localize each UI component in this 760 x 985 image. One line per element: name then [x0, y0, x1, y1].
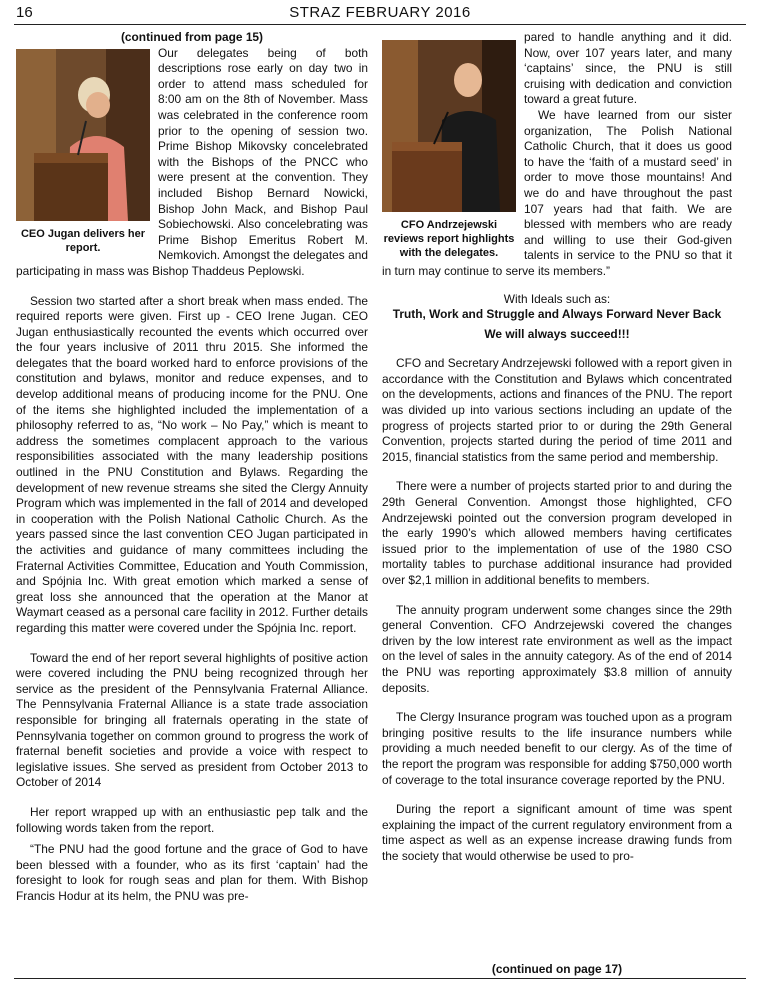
ideals-intro: With Ideals such as: [503, 291, 611, 306]
article-quote: “The PNU had the good fortune and the grace of God to have been blessed with a founder, who as its first ‘captain’ had the foresight to look for rough seas and plan for them. With Bishop Francis Hodur at its helm, the PNU was pre- [16, 842, 368, 903]
photo-illustration [382, 40, 516, 212]
article-paragraph: Session two started after a short break when mass ended. The required reports were given. First up - CEO Irene Jugan. CEO Jugan enthusiastically recounted the events which occurred over the four years inclusive of 2011 thru 2015. She informed the delegates that the board worked hard to enforce provisions of the constitution and bylaws, monitor and reduce expenses, and to develop additional means of producing income for the PNU. One of the items she highlighted included the implementation of a philosophy referred to as, “No work – No Pay,” which is meant to address the sometimes complacent approach to the various responsibilities associated with the many leadership positions outlined in the PNU Constitution and Bylaws. Regarding the development of new revenue streams she sited the Clergy Annuity Program which was implemented in the fall of 2014 and developed in cooperation with the Polish National Catholic Church. As the years passed since the last convention CEO Jugan participated in the activities and guidance of many committees including the Fraternal Activities Committee, Education and Youth Commission, and Spójnia Inc. With great emotion which marked a sense of great loss she announced that the operation at the Manor at Waymart ceased as a personal care facility in 2012. Further details regarding this matter were covered under the Spójnia Inc. report. [16, 293, 368, 635]
ideals-close: We will always succeed!!! [484, 326, 630, 341]
cfo-andrzejewski-photo [382, 40, 516, 212]
continued-on-label: (continued on page 17) [491, 962, 623, 976]
continued-from-label: (continued from page 15) [120, 30, 264, 44]
article-paragraph: During the report a significant amount of time was spent explaining the impact of the current regulatory environment from a time aspect as well as an expense increase drawing funds from the society that would otherwise be used to pro- [382, 802, 732, 863]
paragraph-text: pared to handle anything and it did. Now, over 107 years later, and many ‘captains’ since, the PNU is still cruising with dedication and conviction toward a great future. [524, 30, 732, 107]
article-paragraph: Toward the end of her report several highlights of positive action were covered including the PNU being recognized through her service as the president of the Pennsylvania Fraternal Alliance. The Pennsylvania Fraternal Alliance is a state trade association responsible for bringing all fraternals operating in the state of Pennsylvania together on common ground to progress the work of fraternal benefit societies and provide a voice with respect to legislative issues. She served as president from October 2013 to October of 2014 [16, 650, 368, 790]
left-column [16, 30, 368, 904]
page-number: 16 [16, 4, 33, 21]
article-paragraph [16, 46, 368, 280]
publication-title: STRAZ FEBRUARY 2016 [289, 4, 471, 21]
article-paragraph: There were a number of projects started prior to and during the 29th General Convention. Amongst those highlighted, CFO Andrzejewski pointed out the conversion program developed in the early 1990’s which allowed members having certificates issued prior to the implementation of use of the 1980 CSO mortality tables to purchase additional insurance had provided over $2,1 million in additional benefits to members. [382, 479, 732, 587]
article-paragraph: Her report wrapped up with an enthusiastic pep talk and the following words taken from the report. [16, 804, 368, 835]
ideals-motto: Truth, Work and Struggle and Always Forward Never Back [392, 307, 722, 322]
photo-caption: CEO Jugan delivers her report. [20, 227, 146, 254]
photo-ceo-jugan [16, 49, 150, 255]
article-paragraph: The Clergy Insurance program was touched upon as a program bringing positive results to the life insurance numbers while providing a much needed benefit to our clergy. As of the time of the report the program was responsible for adding $750,000 worth of coverage to the total insurance coverage reported by the PNU. [382, 710, 732, 787]
footer-rule [14, 978, 746, 979]
photo-cfo-andrzejewski [382, 40, 516, 260]
article-paragraph: We have learned from our sister organization, The Polish National Catholic Church, that it does us good to have the ‘faith of a mustard seed’ in order to move those mountains! And we do and have throughout the past 107 years had that faith. We are blessed with members who are ready and willing to use their God-given talents in service to the PNU so that it in turn may continue to serve its members.” [382, 107, 732, 278]
page-header [14, 4, 746, 25]
article-paragraph: CFO and Secretary Andrzejewski followed with a report given in accordance with the Constitution and Bylaws which concentrated on the developments, actions and finances of the PNU. The report was divided up into various sections including an update of the progress of projects started prior to or during the 29th General Convention, projects started during the period of time 2011 and 2015, financial statistics from the same period and membership. [382, 356, 732, 464]
ceo-jugan-photo [16, 49, 150, 221]
photo-caption: CFO Andrzejewski reviews report highlights with the delegates. [383, 219, 515, 259]
right-column [382, 30, 732, 865]
paragraph-text: Our delegates being of both descriptions rose early on day two in order to attend mass scheduled for 8:00 am on the 8th of November. Mass was celebrated in the conference room prior to the opening of session two. Prime Bishop Mikovsky concelebrated with the Bishops of the PNCC who were present at the convention. They included Bishop Bernard Nowicki, Bishop John Mack, and Bishop Paul Sobiechowski. Also concelebrating was Prime Bishop Emeritus Robert M. Nemkovich. Amongst the delegates and participating in mass was Bishop Thaddeus Peplowski. [16, 45, 368, 278]
article-paragraph: The annuity program underwent some changes since the 29th general Convention. CFO Andrzejewski covered the changes driven by the low interest rate environment as well as the impact on the level of sales in the annuity category. As of the end of 2014 the PNU was reporting approximately $3.8 million of annuity deposits. [382, 602, 732, 695]
photo-illustration [16, 49, 150, 221]
